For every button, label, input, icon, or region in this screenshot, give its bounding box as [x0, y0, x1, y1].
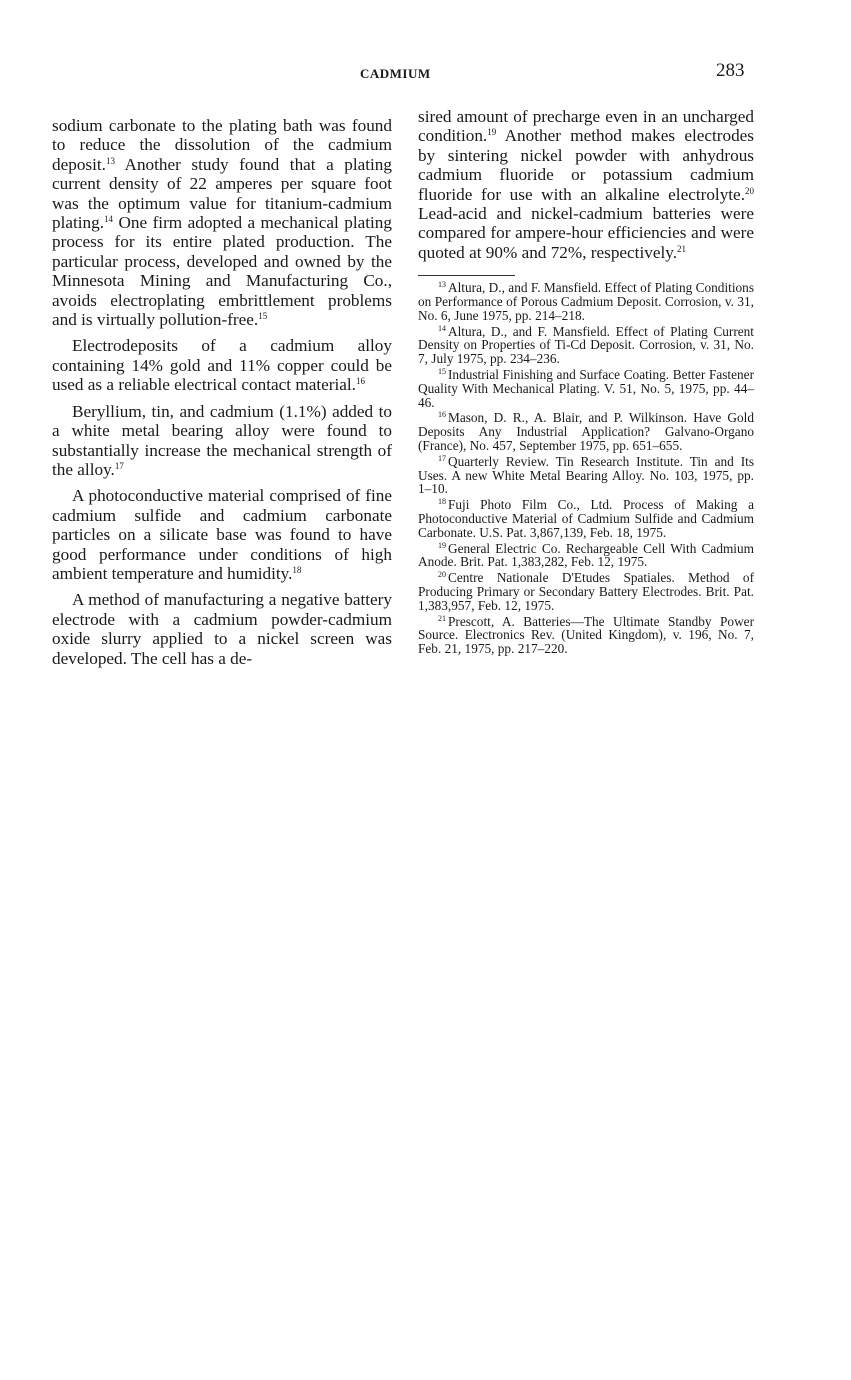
footnote: $^{14}$ Altura, D., and F. Mansfield. Effect of Plating Current Density on Properties of Ti-Cd Deposit. Corrosion, v. 31, No. 7, July 1975, pp. 234–236.	[418, 323, 754, 367]
footnote-ref: 18	[292, 564, 302, 575]
footnote-ref: 19	[487, 127, 497, 138]
paragraph: sired amount of precharge even in an uncharged condition.$^{19}$ Another method makes electrodes by sintering nickel powder with anhydrous cadmium fluoride or potassium cadmium fluoride for use with an alkaline electrolyte.$^{20}$ Lead-acid and nickel-cadmium batteries were compared for ampere-hour efficiencies and were quoted at 90% and 72%, respectively.$^{21}$	[418, 107, 754, 262]
footnote-ref: 13	[105, 155, 115, 166]
footnote-ref: 16	[355, 376, 365, 387]
footnote: $^{19}$ General Electric Co. Rechargeable Cell With Cadmium Anode. Brit. Pat. 1,383,282, Feb. 12, 1975.	[418, 540, 754, 570]
footnote-ref: 15	[258, 311, 268, 322]
running-head	[0, 60, 851, 86]
paragraph: Beryllium, tin, and cadmium (1.1%) added to a white metal bearing alloy were found to substantially increase the mechanical strength of the alloy.$^{17}$	[52, 401, 392, 479]
paragraph: A photoconductive material comprised of fine cadmium sulfide and cadmium carbonate particles on a silicate base was found to have good performance under conditions of high ambient temperature and humidity.$^{18}$	[52, 486, 392, 583]
running-title: CADMIUM	[360, 66, 431, 81]
footnote: $^{21}$ Prescott, A. Batteries—The Ultimate Standby Power Source. Electronics Rev. (United Kingdom), v. 196, No. 7, Feb. 21, 1975, pp. 217–220.	[418, 613, 754, 657]
paragraph: A method of manufacturing a negative battery electrode with a cadmium powder-cadmium oxide slurry applied to a nickel screen was developed. The cell has a de-	[52, 590, 392, 668]
footnote-ref: 21	[677, 243, 687, 254]
page-number: 283	[716, 60, 745, 81]
footnote-divider	[418, 275, 515, 276]
paragraph: sodium carbonate to the plating bath was found to reduce the dissolution of the cadmium deposit.$^{13}$ Another study found that a plating current density of 22 amperes per square foot was the optimum value for titanium-cadmium plating.$^{14}$ One firm adopted a mechanical plating process for its entire plated production. The particular process, developed and owned by the Minnesota Mining and Manufacturing Co., avoids electroplating embrittlement problems and is virtually pollution-free.$^{15}$	[52, 116, 392, 330]
footnote: $^{15}$ Industrial Finishing and Surface Coating. Better Fastener Quality With Mechanical Plating. V. 51, No. 5, 1975, pp. 44–46.	[418, 367, 754, 410]
paragraph: Electrodeposits of a cadmium alloy containing 14% gold and 11% copper could be used as a reliable electrical contact material.$^{16}$	[52, 336, 392, 395]
footnote: $^{17}$ Quarterly Review. Tin Research Institute. Tin and Its Uses. A new White Metal Bearing Alloy. No. 103, 1975, pp. 1–10.	[418, 453, 754, 497]
footnote: $^{16}$ Mason, D. R., A. Blair, and P. Wilkinson. Have Gold Deposits Any Industrial Application? Galvano-Organo (France), No. 457, September 1975, pp. 651–655.	[418, 410, 754, 454]
footnote: $^{20}$ Centre Nationale D'Etudes Spatiales. Method of Producing Primary or Secondary Battery Electrodes. Brit. Pat. 1,383,957, Feb. 12, 1975.	[418, 570, 754, 613]
right-body	[418, 107, 754, 262]
left-column	[52, 116, 392, 668]
footnote-ref: 14	[104, 214, 114, 225]
footnote-ref: 20	[745, 185, 754, 196]
right-column	[418, 107, 754, 658]
footnote-ref: 17	[114, 460, 124, 471]
footnote: $^{18}$ Fuji Photo Film Co., Ltd. Process of Making a Photoconductive Material of Cadmium Sulfide and Cadmium Carbonate. U.S. Pat. 3,867,139, Feb. 18, 1975.	[418, 497, 754, 540]
footnotes	[418, 281, 754, 656]
footnote: $^{13}$ Altura, D., and F. Mansfield. Effect of Plating Conditions on Performance of Porous Cadmium Deposit. Corrosion, v. 31, No. 6, June 1975, pp. 214–218.	[418, 280, 754, 323]
